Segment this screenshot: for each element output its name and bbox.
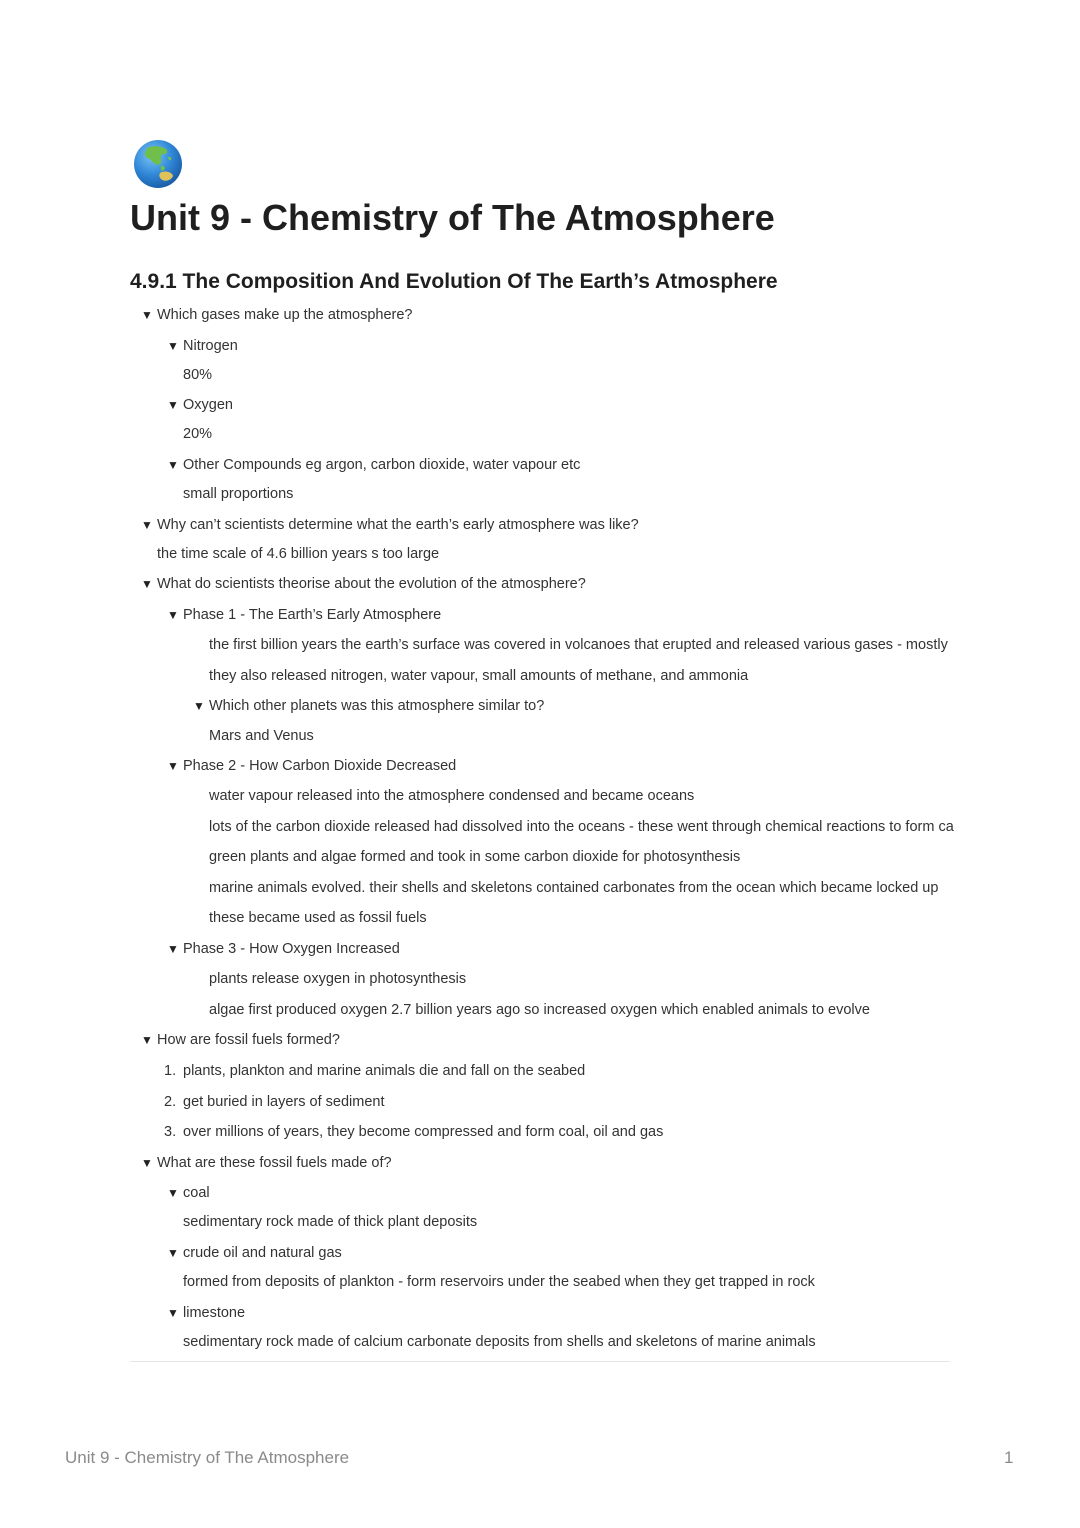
toggle-question[interactable]: ▼ Which gases make up the atmosphere?: [141, 307, 413, 323]
list-item: marine animals evolved. their shells and skeletons contained carbonates from the ocean which became locked up: [209, 878, 954, 898]
toggle-item[interactable]: ▼ Other Compounds eg argon, carbon dioxide, water vapour etc: [167, 457, 581, 473]
triangle-down-icon[interactable]: ▼: [141, 518, 153, 532]
triangle-down-icon[interactable]: ▼: [141, 577, 153, 591]
triangle-down-icon[interactable]: ▼: [167, 608, 179, 622]
toggle-item[interactable]: ▼ Nitrogen: [167, 338, 238, 354]
section-heading: 4.9.1 The Composition And Evolution Of The Earth’s Atmosphere: [130, 270, 778, 293]
toggle-item[interactable]: ▼ Phase 1 - The Earth’s Early Atmosphere: [167, 607, 442, 623]
triangle-down-icon[interactable]: ▼: [141, 308, 153, 322]
numbered-item: 1. plants, plankton and marine animals die and fall on the seabed: [164, 1063, 586, 1079]
triangle-down-icon[interactable]: ▼: [141, 1156, 153, 1170]
list-item: they also released nitrogen, water vapour, small amounts of methane, and ammonia: [209, 666, 954, 686]
triangle-down-icon[interactable]: ▼: [193, 699, 205, 713]
toggle-detail: 20%: [183, 426, 213, 442]
toggle-item[interactable]: ▼ coal: [167, 1185, 210, 1201]
toggle-item[interactable]: ▼ limestone: [167, 1305, 246, 1321]
triangle-down-icon[interactable]: ▼: [141, 1033, 153, 1047]
list-item: these became used as fossil fuels: [209, 908, 954, 928]
toggle-detail: sedimentary rock made of calcium carbonate deposits from shells and skeletons of marine animals: [183, 1334, 816, 1350]
toggle-detail: small proportions: [183, 486, 294, 502]
toggle-question[interactable]: ▼ How are fossil fuels formed?: [141, 1032, 340, 1048]
page-title: Unit 9 - Chemistry of The Atmosphere: [130, 197, 775, 238]
triangle-down-icon[interactable]: ▼: [167, 942, 179, 956]
list-item: water vapour released into the atmosphere condensed and became oceans: [209, 786, 954, 806]
toggle-detail: the time scale of 4.6 billion years s too large: [157, 546, 440, 562]
toggle-item[interactable]: ▼ crude oil and natural gas: [167, 1245, 342, 1261]
toggle-question[interactable]: ▼ Why can’t scientists determine what the earth’s early atmosphere was like?: [141, 517, 639, 533]
triangle-down-icon[interactable]: ▼: [167, 1246, 179, 1260]
toggle-detail: formed from deposits of plankton - form reservoirs under the seabed when they get trapped in rock: [183, 1274, 815, 1290]
triangle-down-icon[interactable]: ▼: [167, 1306, 179, 1320]
footer-title: Unit 9 - Chemistry of The Atmosphere: [65, 1448, 350, 1467]
triangle-down-icon[interactable]: ▼: [167, 398, 179, 412]
page-number: 1: [1004, 1448, 1014, 1467]
list-item: lots of the carbon dioxide released had dissolved into the oceans - these went through chemical reactions to form ca: [209, 817, 954, 837]
toggle-detail: sedimentary rock made of thick plant deposits: [183, 1214, 478, 1230]
triangle-down-icon[interactable]: ▼: [167, 759, 179, 773]
toggle-item[interactable]: ▼ Phase 3 - How Oxygen Increased: [167, 941, 400, 957]
toggle-question[interactable]: ▼ What are these fossil fuels made of?: [141, 1155, 392, 1171]
list-item: plants release oxygen in photosynthesis: [209, 969, 954, 989]
triangle-down-icon[interactable]: ▼: [167, 339, 179, 353]
triangle-down-icon[interactable]: ▼: [167, 1186, 179, 1200]
toggle-detail: 80%: [183, 367, 213, 383]
divider: [130, 1361, 950, 1362]
list-item: green plants and algae formed and took in some carbon dioxide for photosynthesis: [209, 847, 954, 867]
list-item: algae first produced oxygen 2.7 billion years ago so increased oxygen which enabled animals to evolve: [209, 1000, 954, 1020]
triangle-down-icon[interactable]: ▼: [167, 458, 179, 472]
numbered-item: 3. over millions of years, they become compressed and form coal, oil and gas: [164, 1124, 664, 1140]
toggle-detail: Mars and Venus: [209, 728, 314, 744]
toggle-item[interactable]: ▼ Phase 2 - How Carbon Dioxide Decreased: [167, 758, 457, 774]
toggle-item[interactable]: ▼ Which other planets was this atmosphere similar to?: [193, 698, 545, 714]
list-item: the first billion years the earth’s surface was covered in volcanoes that erupted and released various gases - mostly: [209, 635, 954, 655]
globe-asia-australia-icon: [133, 139, 183, 189]
toggle-question[interactable]: ▼ What do scientists theorise about the evolution of the atmosphere?: [141, 576, 586, 592]
numbered-item: 2. get buried in layers of sediment: [164, 1094, 385, 1110]
toggle-item[interactable]: ▼ Oxygen: [167, 397, 233, 413]
